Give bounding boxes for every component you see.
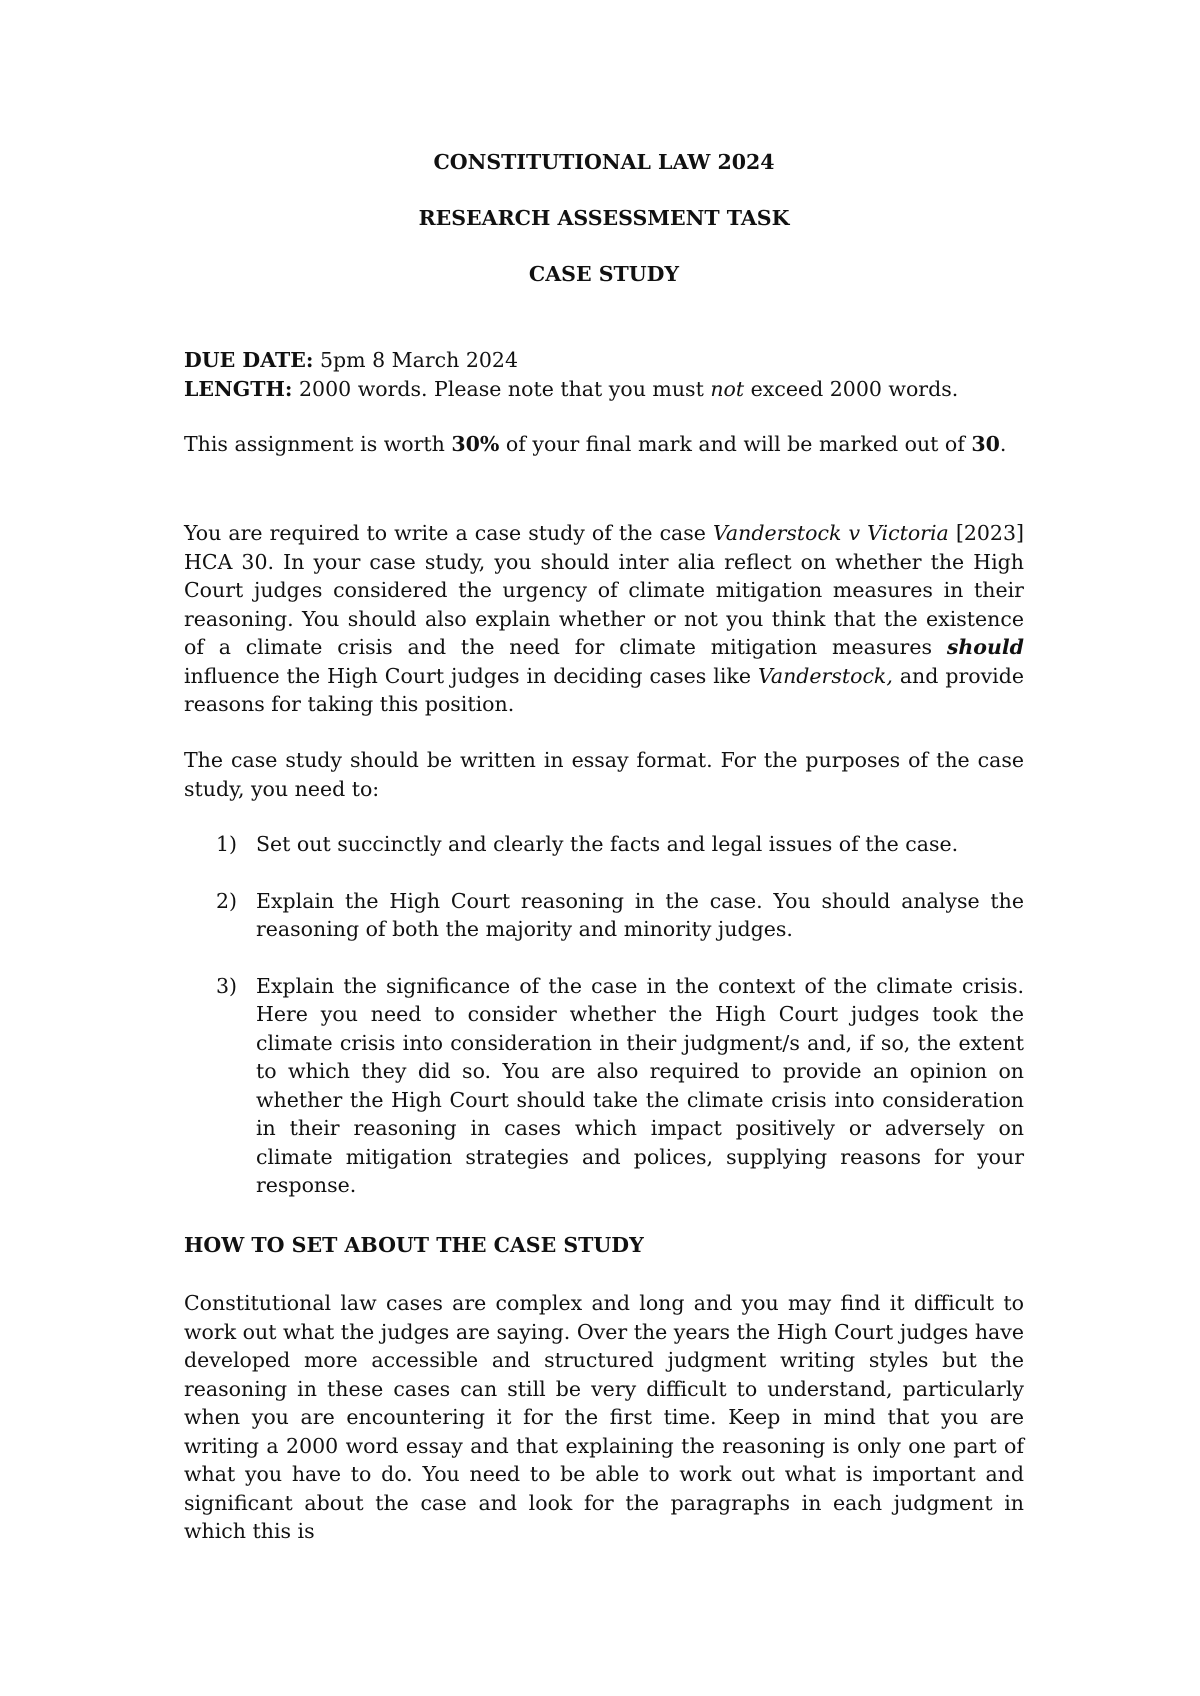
list-item xyxy=(184,830,1024,859)
worth-text-2: of your final mark and will be marked out of xyxy=(499,432,972,456)
length-label: LENGTH: xyxy=(184,376,293,401)
list-item xyxy=(184,972,1024,1200)
task-steps-list xyxy=(184,830,1024,1200)
length-text-1: 2000 words. Please note that you must xyxy=(292,376,711,401)
due-date-value: 5pm 8 March 2024 xyxy=(313,348,519,372)
format-paragraph: The case study should be written in essay format. For the purposes of the case study, you need to: xyxy=(184,748,1024,801)
intro-text-4: and provide reasons for taking this position. xyxy=(184,663,1024,716)
step-number: 2) xyxy=(216,888,238,913)
worth-percent: 30% xyxy=(451,432,500,456)
should-emphasis: should xyxy=(946,635,1024,659)
length-line xyxy=(184,375,1024,404)
list-item xyxy=(184,887,1024,944)
worth-text-3: . xyxy=(999,432,1007,456)
case-short-name: Vanderstock, xyxy=(757,663,893,688)
length-text-2: exceed 2000 words. xyxy=(744,376,959,401)
case-name: Vanderstock v Victoria xyxy=(713,521,949,545)
step-text: Explain the significance of the case in the context of the climate crisis. Here you need to consider whether the High Court judges took the climate crisis into consideration in their judgment/s and, if so, the extent to which they did so. You are also required to provide an opinion on whether the High Court should take the climate crisis into consideration in their reasoning in cases which impact positively or adversely on climate mitigation strategies and polices, supplying reasons for your response. xyxy=(256,973,1024,1197)
step-text: Explain the High Court reasoning in the case. You should analyse the reasoning of both the majority and minority judges. xyxy=(256,888,1024,941)
step-number: 1) xyxy=(216,832,238,856)
course-title: CONSTITUTIONAL LAW 2024 xyxy=(433,150,775,174)
intro-text-3: influence the High Court judges in deciding cases like xyxy=(184,663,758,688)
intro-paragraph xyxy=(184,519,1024,719)
worth-marks: 30 xyxy=(971,432,1000,456)
due-date-line xyxy=(184,346,1024,375)
worth-text-1: This assignment is worth xyxy=(184,432,452,456)
task-title: RESEARCH ASSESSMENT TASK xyxy=(418,206,790,230)
worth-paragraph xyxy=(184,430,1024,459)
step-number: 3) xyxy=(216,973,238,998)
closing-paragraph: Constitutional law cases are complex and long and you may find it difficult to work out what the judges are saying. Over the years the High Court judges have developed more accessible and structured judgment writing styles but the reasoning in these cases can still be very difficult to understand, particularly when you are encountering it for the first time. Keep in mind that you are writing a 2000 word essay and that explaining the reasoning is only one part of what you have to do. You need to be able to work out what is important and significant about the case and look for the paragraphs in each judgment in which this is xyxy=(184,1291,1024,1543)
due-date-label: DUE DATE: xyxy=(184,348,314,372)
task-type-title: CASE STUDY xyxy=(528,262,680,286)
length-emphasis: not xyxy=(710,376,745,401)
assignment-meta xyxy=(184,346,1024,403)
intro-text-1: You are required to write a case study of the case xyxy=(184,521,713,545)
section-heading: HOW TO SET ABOUT THE CASE STUDY xyxy=(184,1233,644,1257)
intro-text-2: [2023] HCA 30. In your case study, you should inter alia reflect on whether the High Court judges considered the urgency of climate mitigation measures in their reasoning. You should also explain whether or not you think that the existence of a climate crisis and the need for climate mitigation measures xyxy=(184,521,1024,659)
step-text: Set out succinctly and clearly the facts and legal issues of the case. xyxy=(256,832,959,856)
